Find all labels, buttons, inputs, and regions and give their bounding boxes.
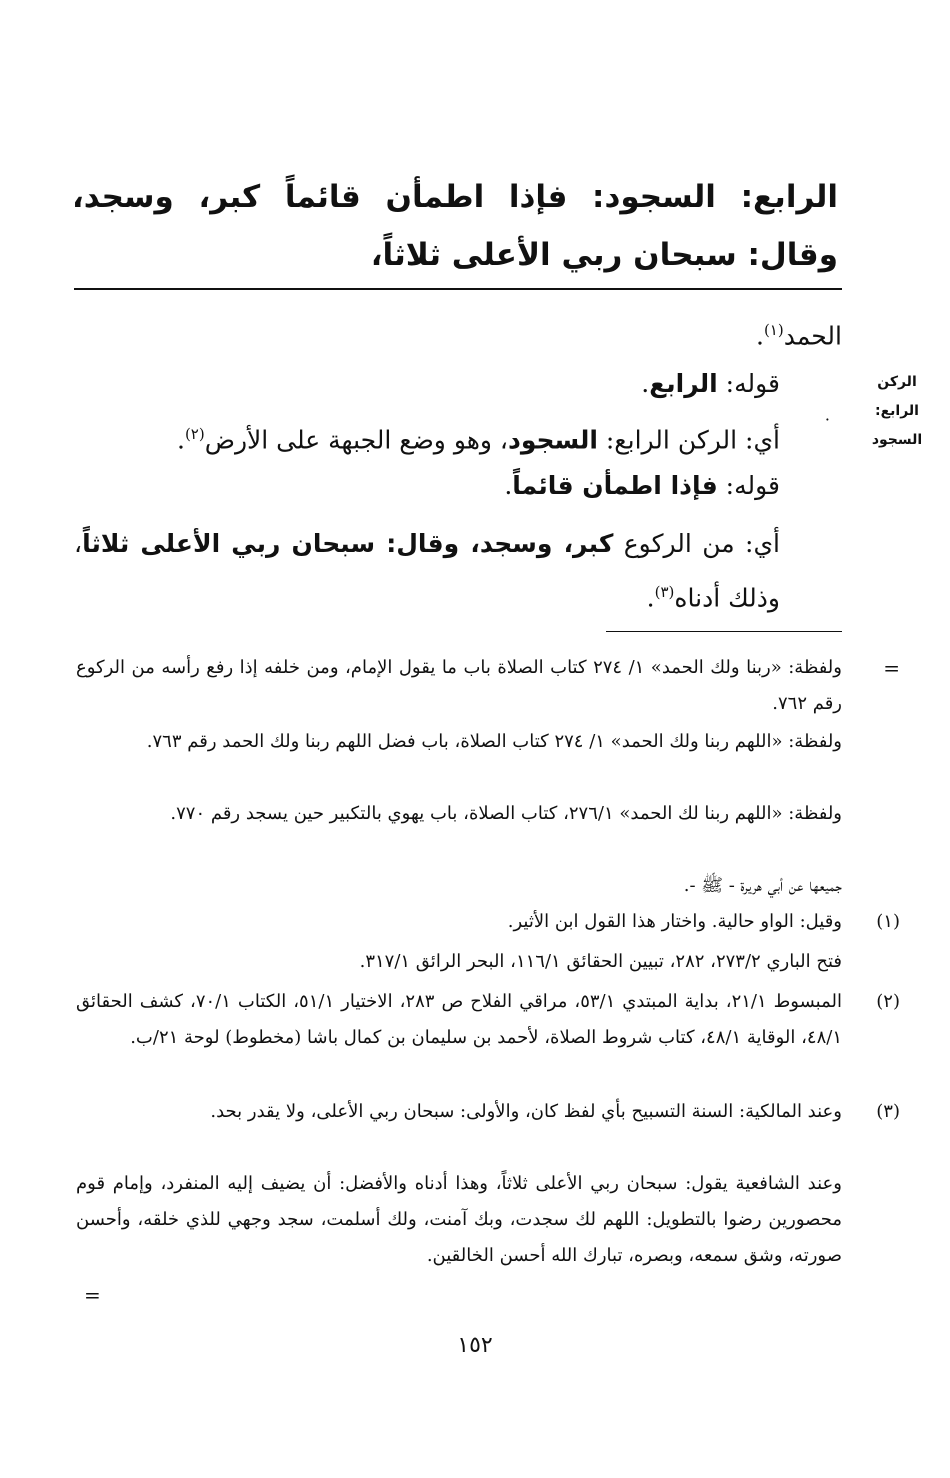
footnote-1: [76, 904, 900, 940]
footnote-text: المبسوط ٢١/١، بداية المبتدي ٥٣/١، مراقي الفلاح ص ٢٨٣، الاختيار ٥١/١، الكتاب ٧٠/١، كشف الحقائق ٤٨/١، الوقاية ٤٨/١، كتاب شروط الصلاة، لأحمد بن سليمان بن كمال باشا (مخطوط) لوحة ٢١/ب.: [76, 991, 842, 1048]
line-end: .: [641, 369, 650, 398]
qawluhu-label: قوله:: [717, 369, 780, 398]
footnote-continuation: [76, 868, 842, 904]
footnote-text: وعند المالكية: السنة التسبيح بأي لفظ كان، والأولى: سبحان ربي الأعلى، ولا يقدر بحد.: [210, 1101, 842, 1122]
footnote-number: (٢): [876, 991, 900, 1012]
footnote-ref-3: (٣): [654, 583, 675, 601]
footnote-ref-1: (١): [763, 321, 784, 339]
footnote-text: ولفظة: «اللهم ربنا ولك الحمد» ١/ ٢٧٤ كتاب الصلاة، باب فضل اللهم ربنا ولك الحمد رقم ٧٦٣.: [146, 731, 842, 752]
explanation-prefix: أي: الركن الرابع:: [597, 425, 780, 455]
quoted-text: الرابع: [649, 369, 718, 398]
margin-note-line: الركن: [877, 374, 917, 390]
footnote-continuation: [76, 796, 842, 832]
footnote-3: [76, 1094, 900, 1130]
explanation-text: ، وذلك أدناه: [74, 529, 780, 613]
margin-note-line: الرابع:: [875, 403, 919, 419]
hamd-word: الحمد: [783, 321, 842, 351]
footnote-2: [76, 984, 900, 1056]
explanation-prefix: أي: من الركوع: [613, 529, 780, 558]
footnote-continuation: [76, 724, 842, 760]
footnote-divider: [606, 631, 842, 632]
explanation-text: ، وهو وضع الجبهة على الأرض: [204, 425, 509, 455]
quoted-text: فإذا اطمأن قائماً: [512, 471, 718, 500]
commentary-paragraph-4: [74, 520, 842, 622]
margin-dot: ·: [824, 410, 830, 429]
hamd-end: .: [755, 321, 764, 351]
commentary-line-2: [74, 410, 842, 464]
footnote-text: ولفظة: «ربنا ولك الحمد» ١/ ٢٧٤ كتاب الصلاة باب ما يقول الإمام، ومن خلفه إذا رفع رأسه من الركوع رقم ٧٦٢.: [76, 657, 842, 714]
footnote-number: (١): [876, 911, 900, 932]
footnote-ref-2: (٢): [184, 425, 205, 443]
continuation-marker-end: =: [84, 1283, 101, 1307]
footnote-number: (٣): [876, 1101, 900, 1122]
footnote-text: وعند الشافعية يقول: سبحان ربي الأعلى ثلاثاً، وهذا أدناه والأفضل: أن يضيف إليه المنفرد، وإمام قوم محصورين رضوا بالتطويل: اللهم لك سجدت، وبك آمنت، ولك أسلمت، سجد وجهي للذي خلقه، وأحسن صورته، وشق سمعه، وبصره، تبارك الله أحسن الخالقين.: [76, 1173, 842, 1266]
footnote-text: جميعها عن أبي هريرة - ﷺ -.: [683, 875, 842, 896]
footnote-text: فتح الباري ٢٧٣/٢، ٢٨٢، تبيين الحقائق ١١٦/١، البحر الرائق ٣١٧/١.: [359, 951, 842, 972]
footnote-text: ولفظة: «اللهم ربنا لك الحمد» ٢٧٦/١، كتاب الصلاة، باب يهوي بالتكبير حين يسجد رقم ٧٧٠.: [170, 803, 842, 824]
commentary-line-1: [74, 360, 842, 408]
line-end: .: [176, 425, 185, 455]
line-end: .: [646, 583, 655, 613]
line-end: .: [504, 471, 513, 500]
margin-note-line: السجود: [871, 432, 923, 448]
margin-note: [862, 368, 932, 455]
footnote-text: وقيل: الواو حالية. واختار هذا القول ابن الأثير.: [507, 911, 842, 932]
hamd-line: [74, 306, 842, 360]
quoted-text: السجود: [508, 425, 598, 455]
page-number: ١٥٢: [457, 1333, 493, 1358]
matn-divider: [74, 288, 842, 290]
continuation-marker: =: [883, 656, 900, 680]
commentary-line-3: [74, 462, 842, 510]
quoted-text: كبر، وسجد، وقال: سبحان ربي الأعلى ثلاثاً: [82, 529, 614, 558]
qawluhu-label: قوله:: [717, 471, 780, 500]
matn-text: الرابع: السجود: فإذا اطمأن قائماً كبر، وسجد، وقال: سبحان ربي الأعلى ثلاثاً،: [72, 179, 838, 273]
footnote-1-sources: [76, 944, 842, 980]
footnote-continuation: [76, 650, 900, 722]
footnote-3-continued: [76, 1166, 842, 1274]
